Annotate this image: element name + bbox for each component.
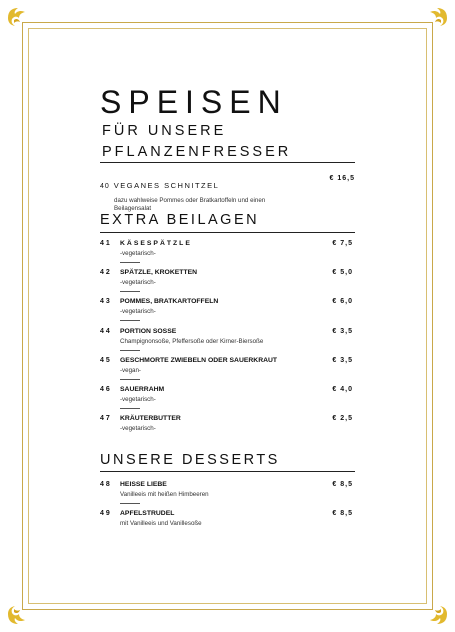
item-price: € 16,5 [329, 175, 355, 182]
item-number: 46 [100, 386, 112, 393]
featured-menu-item [100, 175, 355, 214]
menu-item [100, 415, 355, 445]
item-number: 44 [100, 328, 112, 335]
gold-ornament-icon [427, 604, 449, 626]
item-name: POMMES, BRATKARTOFFELN [120, 298, 219, 305]
item-dash [120, 291, 140, 292]
menu-item [100, 298, 355, 328]
item-note: -vegetarisch- [120, 308, 156, 315]
subtitle-line-2: PFLANZENFRESSER [102, 144, 292, 160]
item-number: 45 [100, 357, 112, 364]
item-note: Vanilleeis mit heißen Himbeeren [120, 491, 209, 498]
item-number: 47 [100, 415, 112, 422]
menu-item [100, 510, 355, 540]
item-name: APFELSTRUDEL [120, 510, 175, 517]
gold-ornament-icon [6, 604, 28, 626]
menu-item [100, 481, 355, 511]
item-number: 48 [100, 481, 112, 488]
item-price: € 7,5 [332, 240, 353, 247]
item-dash [120, 379, 140, 380]
subtitle-line-1: FÜR UNSERE [102, 123, 227, 139]
item-number: 42 [100, 269, 112, 276]
item-note: -vegan- [120, 367, 141, 374]
item-name: KÄSESPÄTZLE [120, 240, 192, 247]
section-divider [100, 232, 355, 233]
section-title-unsere-desserts: UNSERE DESSERTS [100, 452, 280, 468]
item-note: -vegetarisch- [120, 250, 156, 257]
item-note: -vegetarisch- [120, 425, 156, 432]
item-note: -vegetarisch- [120, 279, 156, 286]
item-price: € 6,0 [332, 298, 353, 305]
item-name: SAUERRAHM [120, 386, 165, 393]
item-number: 41 [100, 240, 112, 247]
menu-item [100, 240, 355, 270]
item-price: € 8,5 [332, 510, 353, 517]
menu-item [100, 386, 355, 416]
item-name: GESCHMORTE ZWIEBELN ODER SAUERKRAUT [120, 357, 278, 364]
item-number: 43 [100, 298, 112, 305]
item-note: mit Vanilleeis und Vanillesoße [120, 520, 202, 527]
item-note: -vegetarisch- [120, 396, 156, 403]
title-divider [100, 162, 355, 163]
page-title: SPEISEN [100, 84, 288, 120]
item-price: € 3,5 [332, 328, 353, 335]
item-price: € 5,0 [332, 269, 353, 276]
item-price: € 4,0 [332, 386, 353, 393]
item-number: 49 [100, 510, 112, 517]
item-price: € 8,5 [332, 481, 353, 488]
item-price: € 3,5 [332, 357, 353, 364]
item-dash [120, 503, 140, 504]
gold-ornament-icon [6, 6, 28, 28]
item-dash [120, 408, 140, 409]
section-divider [100, 471, 355, 472]
item-name: VEGANES SCHNITZEL [113, 181, 220, 190]
item-price: € 2,5 [332, 415, 353, 422]
item-description: dazu wahlweise Pommes oder Bratkartoffeln und einen Beilagensalat [114, 197, 266, 213]
item-note: Champignonsoße, Pfeffersoße oder Kirner-Biersoße [120, 338, 264, 345]
gold-ornament-icon [427, 6, 449, 28]
item-dash [120, 262, 140, 263]
item-name: SPÄTZLE, KROKETTEN [120, 269, 198, 276]
item-name: KRÄUTERBUTTER [120, 415, 181, 422]
item-dash [120, 350, 140, 351]
item-number: 40 [100, 183, 110, 190]
item-name: HEISSE LIEBE [120, 481, 167, 488]
item-name: PORTION SOSSE [120, 328, 177, 335]
section-title-extra-beilagen: EXTRA BEILAGEN [100, 212, 260, 228]
menu-item [100, 269, 355, 299]
item-dash [120, 320, 140, 321]
menu-item [100, 328, 355, 358]
menu-item [100, 357, 355, 387]
